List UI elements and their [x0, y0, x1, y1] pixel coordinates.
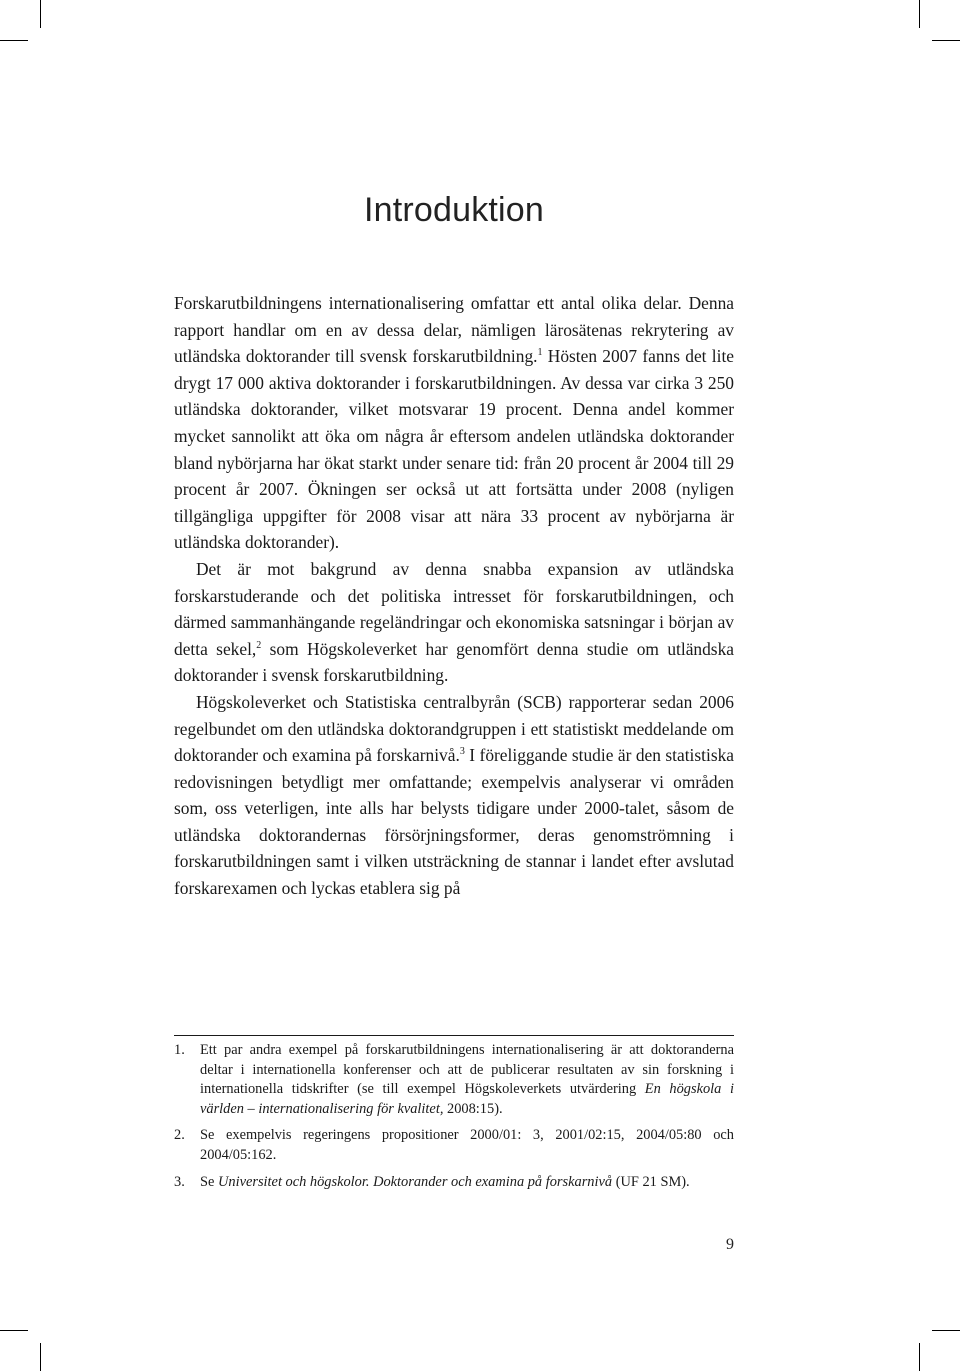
paragraph-1	[174, 290, 734, 556]
chapter-title: Introduktion	[363, 190, 545, 229]
footnote-separator	[174, 1035, 734, 1036]
footnote-ref: 1	[537, 347, 543, 359]
text-run: 2008:15).	[443, 1100, 503, 1117]
footnote-number: 3.	[174, 1173, 185, 1190]
crop-mark-top-left	[40, 0, 41, 28]
crop-mark-top-right	[919, 0, 920, 28]
footnote-text	[200, 1127, 734, 1163]
footnote-ref: 3	[459, 746, 465, 758]
crop-mark-top-right-h	[932, 40, 960, 41]
text-run: som Högskoleverket har genomfört denna studie om utländska doktorander i svensk forskarutbildning.	[174, 638, 734, 686]
footnote-number: 2.	[174, 1127, 185, 1144]
text-run: Högskoleverket och Statistiska centralbyrån (SCB) rapporterar sedan 2006 regelbundet om den utländska doktorandgruppen i ett statistiskt meddelande om doktorander och examina på forskarnivå.	[174, 691, 734, 766]
crop-mark-bottom-right	[919, 1343, 920, 1371]
italic-title: Universitet och högskolor. Doktorander och examina på forskarnivå	[218, 1173, 613, 1190]
page-number: 9	[726, 1236, 734, 1253]
footnote-1	[174, 1041, 734, 1119]
text-run: Ett par andra exempel på forskarutbildningens internationalisering är att doktoranderna deltar i internationella konferenser och att de publicerar resultaten av sin forskning i internationella tidskrifter (se till exempel Högskoleverkets utvärdering	[200, 1042, 734, 1098]
italic-title: En högskola i världen – internationalisering för kvalitet,	[200, 1081, 734, 1117]
footnote-2	[174, 1126, 734, 1165]
crop-mark-bottom-left-h	[0, 1330, 28, 1331]
paragraph-3	[174, 689, 734, 902]
footnote-3	[174, 1173, 734, 1193]
body-text	[174, 290, 734, 902]
crop-mark-top-left-h	[0, 40, 28, 41]
text-run: Se exempelvis regeringens propositioner 2000/01: 3, 2001/02:15, 2004/05:80 och 2004/05:162.	[200, 1127, 734, 1163]
text-run: I föreliggande studie är den statistiska redovisningen betydligt mer omfattande; exempelvis analyserar vi områden som, oss veterligen, inte alls har belysts tidigare under 2000-talet, såsom de utländska doktorandernas försörjningsformer, deras genomströmning i forskarutbildningen samt i vilken utsträckning de stannar i landet efter avslutad forskarexamen och lyckas etablera sig på	[174, 745, 734, 899]
footnote-text	[200, 1174, 690, 1190]
text-run: (UF 21 SM).	[612, 1173, 690, 1190]
text-run: Det är mot bakgrund av denna snabba expansion av utländska forskarstuderande och det politiska intresset för forskarutbildningen, och därmed sammanhängande regeländringar och ekonomiska satsningar i början av detta sekel,	[174, 558, 734, 659]
footnote-number: 1.	[174, 1042, 185, 1058]
crop-mark-bottom-right-h	[932, 1330, 960, 1331]
paragraph-2	[174, 556, 734, 689]
text-run: Forskarutbildningens internationalisering omfattar ett antal olika delar. Denna rapport handlar om en av dessa delar, nämligen lärosätenas rekrytering av utländska doktorander till svensk forskarutbildning.	[174, 293, 734, 367]
footnote-ref: 2	[256, 639, 262, 651]
crop-mark-bottom-left	[40, 1343, 41, 1371]
text-run: Hösten 2007 fanns det lite drygt 17 000 aktiva doktorander i forskarutbildningen. Av dessa var cirka 3 250 utländska doktorander, vilket motsvarar 19 procent. Denna andel kommer mycket sannolikt att öka om några år eftersom andelen utländska doktorander bland nybörjarna har ökat starkt under senare tid: från 20 procent år 2004 till 29 procent år 2007. Ökningen ser också ut att fortsätta under 2008 (nyligen tillgängliga uppgifter för 2008 visar att nära 33 procent av nybörjarna är utländska doktorander).	[174, 346, 734, 553]
footnote-text	[200, 1042, 734, 1117]
footnotes	[174, 1041, 734, 1199]
text-run: Se	[200, 1173, 218, 1190]
